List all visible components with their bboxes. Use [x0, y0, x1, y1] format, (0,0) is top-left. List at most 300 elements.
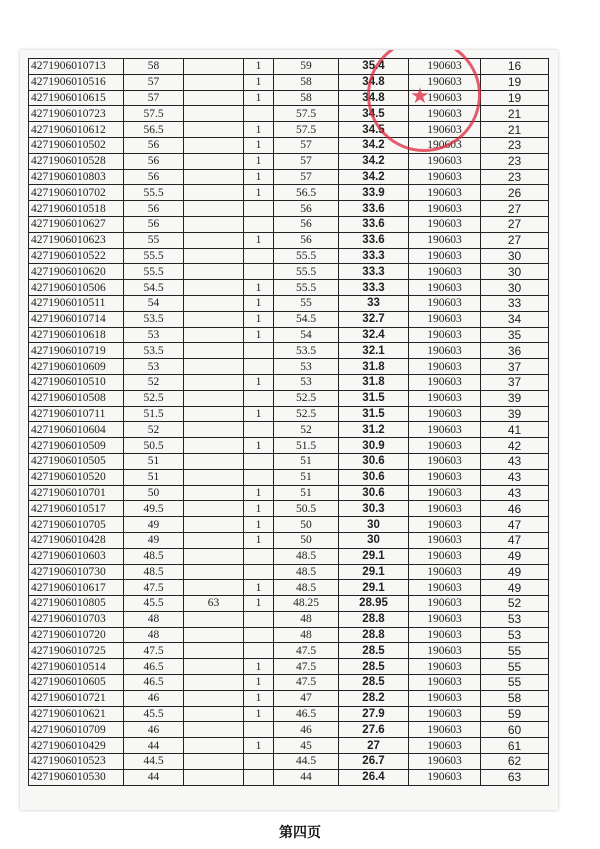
score-a-cell: 44.5 — [124, 754, 184, 770]
date-cell: 190603 — [409, 453, 481, 469]
score-c-cell: 47 — [274, 690, 339, 706]
exam-id-cell: 4271906010623 — [29, 232, 124, 248]
rank-cell: 47 — [481, 532, 549, 548]
score-c-cell: 46.5 — [274, 706, 339, 722]
exam-id-cell: 4271906010428 — [29, 532, 124, 548]
score-c-cell: 59 — [274, 59, 339, 75]
rank-cell: 43 — [481, 453, 549, 469]
exam-id-cell: 4271906010725 — [29, 643, 124, 659]
date-cell: 190603 — [409, 311, 481, 327]
score-a-cell: 48.5 — [124, 548, 184, 564]
table-row — [29, 90, 549, 106]
score-c-cell: 48 — [274, 627, 339, 643]
rank-cell: 49 — [481, 564, 549, 580]
flag-cell: 1 — [244, 690, 274, 706]
score-a-cell: 48 — [124, 611, 184, 627]
score-a-cell: 45.5 — [124, 706, 184, 722]
score-a-cell: 56 — [124, 201, 184, 217]
rank-cell: 39 — [481, 406, 549, 422]
date-cell: 190603 — [409, 706, 481, 722]
score-b-cell — [184, 517, 244, 533]
score-c-cell: 57.5 — [274, 122, 339, 138]
score-a-cell: 56.5 — [124, 122, 184, 138]
table-row — [29, 153, 549, 169]
flag-cell — [244, 201, 274, 217]
table-row — [29, 216, 549, 232]
rank-cell: 47 — [481, 517, 549, 533]
score-a-cell: 46 — [124, 722, 184, 738]
percent-cell: 28.8 — [339, 611, 409, 627]
score-a-cell: 48.5 — [124, 564, 184, 580]
table-row — [29, 280, 549, 296]
flag-cell: 1 — [244, 706, 274, 722]
exam-id-cell: 4271906010523 — [29, 754, 124, 770]
percent-cell: 32.4 — [339, 327, 409, 343]
table-row — [29, 611, 549, 627]
rank-cell: 49 — [481, 548, 549, 564]
percent-cell: 30.9 — [339, 438, 409, 454]
score-c-cell: 44 — [274, 769, 339, 785]
percent-cell: 31.8 — [339, 359, 409, 375]
rank-cell: 36 — [481, 343, 549, 359]
score-a-cell: 49 — [124, 517, 184, 533]
percent-cell: 28.8 — [339, 627, 409, 643]
score-a-cell: 47.5 — [124, 580, 184, 596]
percent-cell: 31.8 — [339, 374, 409, 390]
table-row — [29, 201, 549, 217]
table-row — [29, 295, 549, 311]
rank-cell: 61 — [481, 738, 549, 754]
score-a-cell: 58 — [124, 59, 184, 75]
date-cell: 190603 — [409, 643, 481, 659]
percent-cell: 33.3 — [339, 264, 409, 280]
percent-cell: 27 — [339, 738, 409, 754]
score-b-cell — [184, 469, 244, 485]
percent-cell: 33.3 — [339, 248, 409, 264]
date-cell: 190603 — [409, 580, 481, 596]
exam-id-cell: 4271906010701 — [29, 485, 124, 501]
score-c-cell: 55.5 — [274, 280, 339, 296]
score-a-cell: 55.5 — [124, 185, 184, 201]
rank-cell: 39 — [481, 390, 549, 406]
rank-cell: 34 — [481, 311, 549, 327]
date-cell: 190603 — [409, 90, 481, 106]
rank-cell: 30 — [481, 248, 549, 264]
score-a-cell: 51 — [124, 469, 184, 485]
date-cell: 190603 — [409, 754, 481, 770]
percent-cell: 34.2 — [339, 153, 409, 169]
date-cell: 190603 — [409, 169, 481, 185]
score-b-cell — [184, 390, 244, 406]
rank-cell: 55 — [481, 675, 549, 691]
date-cell: 190603 — [409, 327, 481, 343]
rank-cell: 16 — [481, 59, 549, 75]
score-b-cell — [184, 643, 244, 659]
score-c-cell: 57 — [274, 153, 339, 169]
date-cell: 190603 — [409, 564, 481, 580]
score-c-cell: 58 — [274, 74, 339, 90]
percent-cell: 30.6 — [339, 469, 409, 485]
percent-cell: 30.6 — [339, 453, 409, 469]
score-table — [28, 58, 549, 786]
rank-cell: 19 — [481, 90, 549, 106]
score-a-cell: 50 — [124, 485, 184, 501]
flag-cell — [244, 106, 274, 122]
flag-cell: 1 — [244, 580, 274, 596]
score-b-cell — [184, 706, 244, 722]
exam-id-cell: 4271906010429 — [29, 738, 124, 754]
rank-cell: 23 — [481, 169, 549, 185]
percent-cell: 35.4 — [339, 59, 409, 75]
score-c-cell: 47.5 — [274, 659, 339, 675]
flag-cell: 1 — [244, 169, 274, 185]
score-c-cell: 54.5 — [274, 311, 339, 327]
flag-cell — [244, 469, 274, 485]
score-a-cell: 56 — [124, 137, 184, 153]
score-b-cell — [184, 201, 244, 217]
score-b-cell — [184, 422, 244, 438]
score-b-cell — [184, 106, 244, 122]
percent-cell: 33.6 — [339, 232, 409, 248]
table-row — [29, 74, 549, 90]
score-b-cell — [184, 90, 244, 106]
table-row — [29, 59, 549, 75]
score-c-cell: 48.5 — [274, 580, 339, 596]
flag-cell: 1 — [244, 501, 274, 517]
table-row — [29, 469, 549, 485]
score-b-cell — [184, 501, 244, 517]
table-row — [29, 485, 549, 501]
table-row — [29, 564, 549, 580]
exam-id-cell: 4271906010721 — [29, 690, 124, 706]
score-b-cell — [184, 453, 244, 469]
rank-cell: 53 — [481, 611, 549, 627]
score-b-cell — [184, 359, 244, 375]
score-b-cell — [184, 627, 244, 643]
percent-cell: 34.2 — [339, 137, 409, 153]
table-row — [29, 532, 549, 548]
table-row — [29, 169, 549, 185]
percent-cell: 33.6 — [339, 201, 409, 217]
percent-cell: 28.95 — [339, 596, 409, 612]
score-b-cell — [184, 311, 244, 327]
exam-id-cell: 4271906010508 — [29, 390, 124, 406]
rank-cell: 33 — [481, 295, 549, 311]
score-a-cell: 47.5 — [124, 643, 184, 659]
date-cell: 190603 — [409, 611, 481, 627]
score-a-cell: 55.5 — [124, 264, 184, 280]
percent-cell: 30 — [339, 517, 409, 533]
table-row — [29, 311, 549, 327]
percent-cell: 34.2 — [339, 169, 409, 185]
exam-id-cell: 4271906010705 — [29, 517, 124, 533]
rank-cell: 41 — [481, 422, 549, 438]
flag-cell: 1 — [244, 374, 274, 390]
date-cell: 190603 — [409, 532, 481, 548]
table-row — [29, 232, 549, 248]
exam-id-cell: 4271906010603 — [29, 548, 124, 564]
percent-cell: 27.9 — [339, 706, 409, 722]
score-c-cell: 45 — [274, 738, 339, 754]
score-a-cell: 44 — [124, 738, 184, 754]
date-cell: 190603 — [409, 422, 481, 438]
rank-cell: 21 — [481, 122, 549, 138]
score-c-cell: 55.5 — [274, 248, 339, 264]
flag-cell: 1 — [244, 485, 274, 501]
score-a-cell: 53 — [124, 359, 184, 375]
table-row — [29, 327, 549, 343]
date-cell: 190603 — [409, 137, 481, 153]
rank-cell: 27 — [481, 216, 549, 232]
rank-cell: 43 — [481, 485, 549, 501]
score-b-cell — [184, 295, 244, 311]
flag-cell — [244, 264, 274, 280]
flag-cell: 1 — [244, 327, 274, 343]
score-c-cell: 56 — [274, 201, 339, 217]
date-cell: 190603 — [409, 627, 481, 643]
flag-cell — [244, 248, 274, 264]
percent-cell: 34.5 — [339, 106, 409, 122]
flag-cell: 1 — [244, 517, 274, 533]
rank-cell: 35 — [481, 327, 549, 343]
date-cell: 190603 — [409, 248, 481, 264]
score-c-cell: 57 — [274, 137, 339, 153]
flag-cell: 1 — [244, 675, 274, 691]
date-cell: 190603 — [409, 438, 481, 454]
exam-id-cell: 4271906010511 — [29, 295, 124, 311]
score-a-cell: 53.5 — [124, 311, 184, 327]
exam-id-cell: 4271906010609 — [29, 359, 124, 375]
flag-cell — [244, 627, 274, 643]
percent-cell: 26.4 — [339, 769, 409, 785]
exam-id-cell: 4271906010803 — [29, 169, 124, 185]
flag-cell — [244, 390, 274, 406]
date-cell: 190603 — [409, 390, 481, 406]
flag-cell — [244, 564, 274, 580]
rank-cell: 55 — [481, 643, 549, 659]
flag-cell: 1 — [244, 185, 274, 201]
score-c-cell: 47.5 — [274, 643, 339, 659]
exam-id-cell: 4271906010615 — [29, 90, 124, 106]
date-cell: 190603 — [409, 675, 481, 691]
date-cell: 190603 — [409, 485, 481, 501]
score-a-cell: 52.5 — [124, 390, 184, 406]
date-cell: 190603 — [409, 232, 481, 248]
rank-cell: 21 — [481, 106, 549, 122]
date-cell: 190603 — [409, 769, 481, 785]
table-row — [29, 659, 549, 675]
table-row — [29, 517, 549, 533]
percent-cell: 33.9 — [339, 185, 409, 201]
score-c-cell: 54 — [274, 327, 339, 343]
rank-cell: 53 — [481, 627, 549, 643]
seal-star-icon: ★ — [410, 84, 430, 109]
table-row — [29, 137, 549, 153]
flag-cell — [244, 643, 274, 659]
score-a-cell: 54 — [124, 295, 184, 311]
table-row — [29, 754, 549, 770]
flag-cell: 1 — [244, 74, 274, 90]
rank-cell: 26 — [481, 185, 549, 201]
score-a-cell: 50.5 — [124, 438, 184, 454]
score-b-cell — [184, 406, 244, 422]
flag-cell: 1 — [244, 311, 274, 327]
exam-id-cell: 4271906010711 — [29, 406, 124, 422]
score-b-cell — [184, 216, 244, 232]
date-cell: 190603 — [409, 469, 481, 485]
exam-id-cell: 4271906010805 — [29, 596, 124, 612]
rank-cell: 46 — [481, 501, 549, 517]
score-a-cell: 55 — [124, 232, 184, 248]
score-a-cell: 52 — [124, 422, 184, 438]
exam-id-cell: 4271906010714 — [29, 311, 124, 327]
score-a-cell: 56 — [124, 216, 184, 232]
flag-cell: 1 — [244, 295, 274, 311]
score-b-cell — [184, 675, 244, 691]
date-cell: 190603 — [409, 722, 481, 738]
exam-id-cell: 4271906010505 — [29, 453, 124, 469]
exam-id-cell: 4271906010605 — [29, 675, 124, 691]
date-cell: 190603 — [409, 74, 481, 90]
table-row — [29, 580, 549, 596]
flag-cell — [244, 611, 274, 627]
percent-cell: 29.1 — [339, 548, 409, 564]
score-b-cell — [184, 580, 244, 596]
rank-cell: 59 — [481, 706, 549, 722]
score-b-cell — [184, 374, 244, 390]
table-row — [29, 122, 549, 138]
exam-id-cell: 4271906010719 — [29, 343, 124, 359]
exam-id-cell: 4271906010703 — [29, 611, 124, 627]
exam-id-cell: 4271906010620 — [29, 264, 124, 280]
table-row — [29, 596, 549, 612]
date-cell: 190603 — [409, 501, 481, 517]
rank-cell: 63 — [481, 769, 549, 785]
score-b-cell — [184, 690, 244, 706]
rank-cell: 23 — [481, 137, 549, 153]
exam-id-cell: 4271906010618 — [29, 327, 124, 343]
percent-cell: 33.3 — [339, 280, 409, 296]
score-b-cell — [184, 185, 244, 201]
score-c-cell: 51 — [274, 469, 339, 485]
date-cell: 190603 — [409, 280, 481, 296]
score-c-cell: 56.5 — [274, 185, 339, 201]
score-b-cell — [184, 137, 244, 153]
exam-id-cell: 4271906010518 — [29, 201, 124, 217]
flag-cell: 1 — [244, 596, 274, 612]
table-row — [29, 406, 549, 422]
rank-cell: 27 — [481, 232, 549, 248]
flag-cell — [244, 216, 274, 232]
exam-id-cell: 4271906010621 — [29, 706, 124, 722]
rank-cell: 19 — [481, 74, 549, 90]
score-b-cell — [184, 248, 244, 264]
score-a-cell: 54.5 — [124, 280, 184, 296]
table-row — [29, 690, 549, 706]
table-row — [29, 185, 549, 201]
table-row — [29, 343, 549, 359]
score-a-cell: 55.5 — [124, 248, 184, 264]
score-b-cell — [184, 532, 244, 548]
flag-cell — [244, 359, 274, 375]
score-c-cell: 52.5 — [274, 390, 339, 406]
exam-id-cell: 4271906010510 — [29, 374, 124, 390]
score-c-cell: 50.5 — [274, 501, 339, 517]
score-c-cell: 44.5 — [274, 754, 339, 770]
flag-cell: 1 — [244, 232, 274, 248]
score-c-cell: 51 — [274, 485, 339, 501]
rank-cell: 62 — [481, 754, 549, 770]
score-b-cell — [184, 169, 244, 185]
date-cell: 190603 — [409, 359, 481, 375]
percent-cell: 34.8 — [339, 90, 409, 106]
score-b-cell — [184, 754, 244, 770]
table-row — [29, 390, 549, 406]
table-row — [29, 738, 549, 754]
score-a-cell: 46 — [124, 690, 184, 706]
score-b-cell — [184, 280, 244, 296]
score-c-cell: 50 — [274, 532, 339, 548]
flag-cell — [244, 548, 274, 564]
score-b-cell — [184, 74, 244, 90]
table-row — [29, 548, 549, 564]
percent-cell: 26.7 — [339, 754, 409, 770]
score-c-cell: 50 — [274, 517, 339, 533]
score-sheet-paper — [20, 50, 558, 810]
percent-cell: 33 — [339, 295, 409, 311]
percent-cell: 28.2 — [339, 690, 409, 706]
score-b-cell — [184, 59, 244, 75]
exam-id-cell: 4271906010522 — [29, 248, 124, 264]
score-b-cell: 63 — [184, 596, 244, 612]
rank-cell: 42 — [481, 438, 549, 454]
flag-cell: 1 — [244, 59, 274, 75]
score-a-cell: 49.5 — [124, 501, 184, 517]
table-row — [29, 359, 549, 375]
score-a-cell: 49 — [124, 532, 184, 548]
percent-cell: 32.1 — [339, 343, 409, 359]
rank-cell: 43 — [481, 469, 549, 485]
score-a-cell: 51 — [124, 453, 184, 469]
score-c-cell: 46 — [274, 722, 339, 738]
date-cell: 190603 — [409, 153, 481, 169]
score-b-cell — [184, 264, 244, 280]
score-c-cell: 53 — [274, 374, 339, 390]
score-a-cell: 46.5 — [124, 675, 184, 691]
exam-id-cell: 4271906010612 — [29, 122, 124, 138]
score-c-cell: 58 — [274, 90, 339, 106]
score-c-cell: 51.5 — [274, 438, 339, 454]
score-a-cell: 56 — [124, 169, 184, 185]
score-b-cell — [184, 659, 244, 675]
flag-cell: 1 — [244, 738, 274, 754]
exam-id-cell: 4271906010730 — [29, 564, 124, 580]
date-cell: 190603 — [409, 185, 481, 201]
exam-id-cell: 4271906010604 — [29, 422, 124, 438]
table-row — [29, 264, 549, 280]
score-b-cell — [184, 769, 244, 785]
percent-cell: 34.8 — [339, 74, 409, 90]
exam-id-cell: 4271906010509 — [29, 438, 124, 454]
date-cell: 190603 — [409, 690, 481, 706]
score-b-cell — [184, 232, 244, 248]
rank-cell: 23 — [481, 153, 549, 169]
exam-id-cell: 4271906010520 — [29, 469, 124, 485]
score-b-cell — [184, 564, 244, 580]
exam-id-cell: 4271906010723 — [29, 106, 124, 122]
date-cell: 190603 — [409, 738, 481, 754]
exam-id-cell: 4271906010506 — [29, 280, 124, 296]
